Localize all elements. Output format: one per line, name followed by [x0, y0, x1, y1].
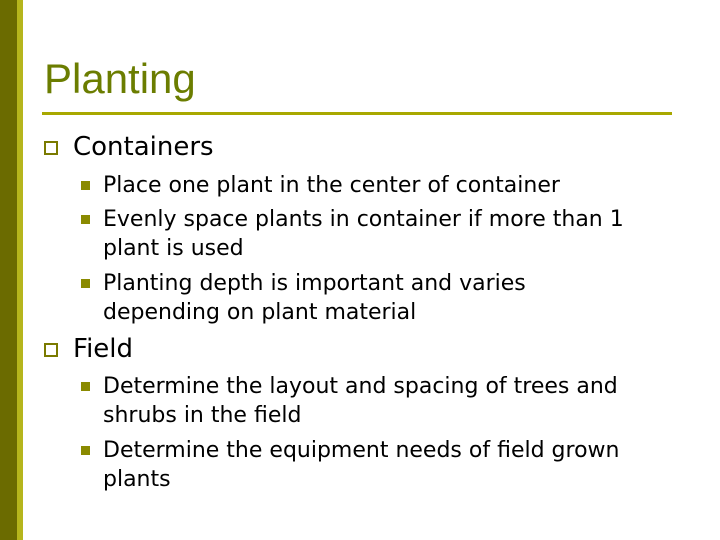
- slide-title: Planting: [44, 55, 196, 102]
- hollow-square-bullet-icon: [44, 343, 58, 357]
- title-underline: [42, 112, 672, 115]
- hollow-square-bullet-icon: [44, 141, 58, 155]
- section-heading-field: Field: [73, 334, 134, 364]
- bullet-item: Determine the layout and spacing of trees and shrubs in the field: [103, 374, 618, 428]
- filled-square-bullet-icon: [81, 181, 90, 190]
- sidebar-dark-stripe: [0, 0, 17, 540]
- bullet-item: Determine the equipment needs of field grown plants: [103, 438, 620, 492]
- section-heading-containers: Containers: [73, 132, 214, 162]
- bullet-item: Evenly space plants in container if more than 1 plant is used: [103, 207, 624, 261]
- filled-square-bullet-icon: [81, 446, 90, 455]
- filled-square-bullet-icon: [81, 279, 90, 288]
- sidebar-light-stripe: [17, 0, 23, 540]
- bullet-item: Place one plant in the center of container: [103, 173, 560, 198]
- bullet-item: Planting depth is important and varies depending on plant material: [103, 271, 526, 325]
- filled-square-bullet-icon: [81, 215, 90, 224]
- filled-square-bullet-icon: [81, 382, 90, 391]
